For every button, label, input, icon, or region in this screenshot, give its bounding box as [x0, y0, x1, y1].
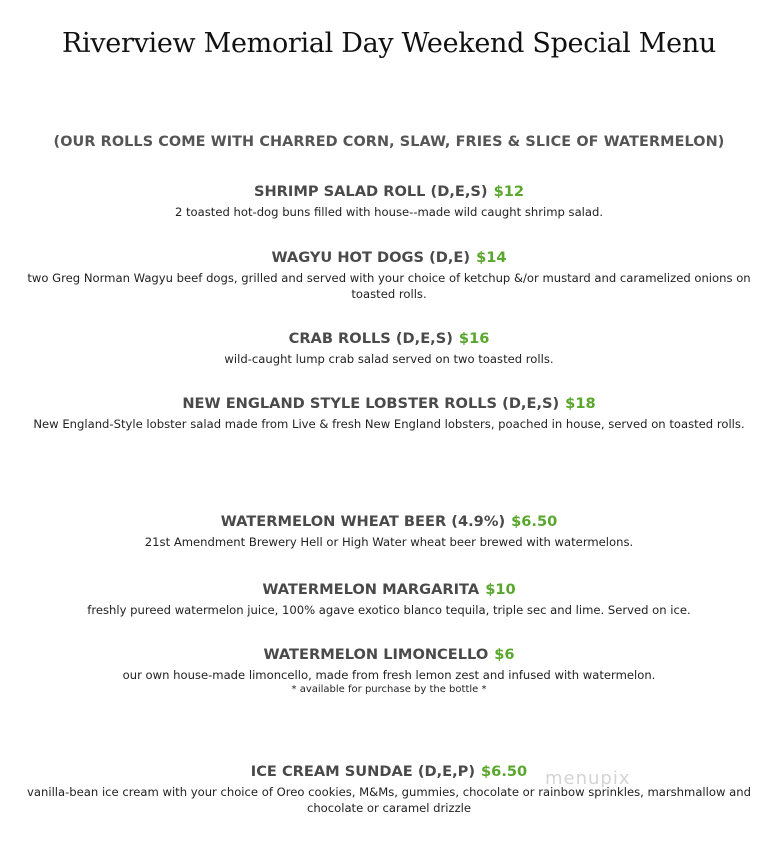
item-heading — [20, 329, 758, 349]
item-description: wild-caught lump crab salad served on two toasted rolls. — [224, 352, 554, 366]
item-heading — [20, 645, 758, 665]
item-note: * available for purchase by the bottle * — [291, 684, 487, 695]
item-description: our own house-made limoncello, made from fresh lemon zest and infused with watermelon. — [122, 668, 656, 682]
menu-title: Riverview Memorial Day Weekend Special Menu — [61, 28, 717, 59]
item-price: $10 — [485, 581, 516, 598]
item-description: two Greg Norman Wagyu beef dogs, grilled and served with your choice of ketchup &/or mustard and caramelized onions on toasted rolls. — [27, 271, 751, 301]
item-price: $6.50 — [511, 513, 558, 530]
item-description: 21st Amendment Brewery Hell or High Water wheat beer brewed with watermelons. — [144, 535, 634, 549]
item-heading — [20, 762, 758, 782]
item-heading — [20, 394, 758, 414]
item-name: WATERMELON LIMONCELLO — [263, 646, 489, 663]
menu-item-watermelon-limoncello — [20, 645, 758, 697]
item-heading — [20, 248, 758, 268]
item-price: $16 — [458, 330, 490, 347]
item-description: freshly pureed watermelon juice, 100% agave exotico blanco tequila, triple sec and lime. Served on ice. — [87, 603, 691, 617]
item-name: WAGYU HOT DOGS (D,E) — [271, 249, 471, 266]
item-name: CRAB ROLLS (D,E,S) — [288, 330, 453, 347]
item-description: vanilla-bean ice cream with your choice of Oreo cookies, M&Ms, gummies, chocolate or rainbow sprinkles, marshmallow and chocolate or caramel drizzle — [27, 785, 751, 815]
item-price: $14 — [476, 249, 507, 266]
item-price: $6 — [494, 646, 515, 663]
menu-item-ice-cream-sundae — [20, 762, 758, 816]
menu-item-crab-rolls — [20, 329, 758, 367]
item-price: $6.50 — [481, 763, 528, 780]
item-price: $18 — [565, 395, 596, 412]
menu-item-wagyu-hot-dogs — [20, 248, 758, 302]
menu-item-watermelon-margarita — [20, 580, 758, 618]
menu-subtitle: (OUR ROLLS COME WITH CHARRED CORN, SLAW, FRIES & SLICE OF WATERMELON) — [53, 134, 725, 150]
menu-item-shrimp-salad-roll — [20, 182, 758, 220]
item-name: NEW ENGLAND STYLE LOBSTER ROLLS (D,E,S) — [182, 395, 560, 412]
item-heading — [20, 580, 758, 600]
item-description: 2 toasted hot-dog buns filled with house--made wild caught shrimp salad. — [174, 205, 604, 219]
item-heading — [20, 182, 758, 202]
item-name: WATERMELON MARGARITA — [262, 581, 480, 598]
watermark: menupix — [545, 768, 631, 789]
item-price: $12 — [493, 183, 525, 200]
item-description: New England-Style lobster salad made from Live & fresh New England lobsters, poached in house, served on toasted rolls. — [33, 417, 745, 431]
item-name: ICE CREAM SUNDAE (D,E,P) — [250, 763, 476, 780]
item-heading — [20, 512, 758, 532]
item-name: SHRIMP SALAD ROLL (D,E,S) — [253, 183, 488, 200]
menu-item-watermelon-wheat-beer — [20, 512, 758, 550]
menu-item-lobster-rolls — [20, 394, 758, 432]
item-name: WATERMELON WHEAT BEER (4.9%) — [220, 513, 506, 530]
